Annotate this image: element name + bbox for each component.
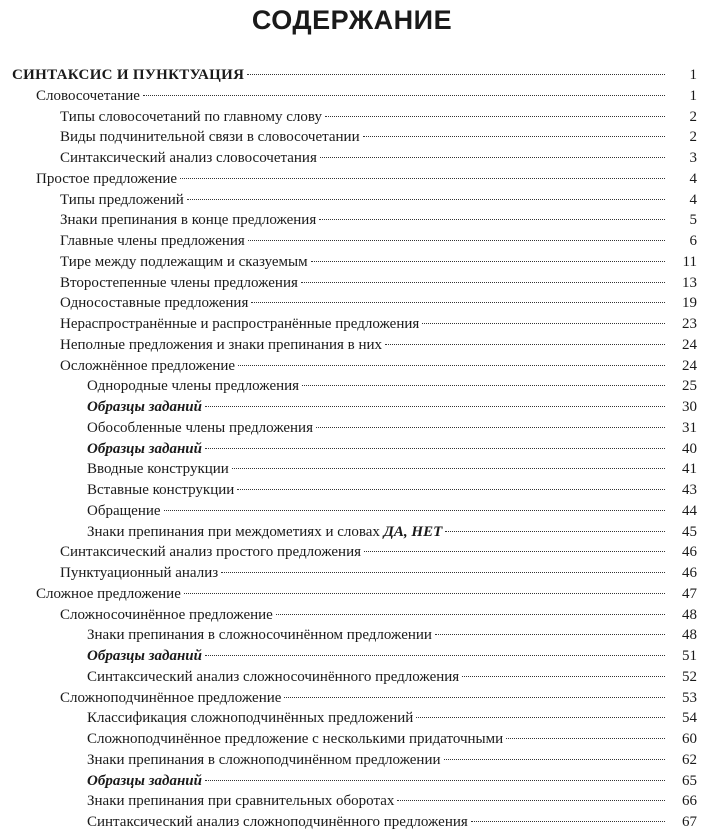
- toc-entry-page: 11: [682, 253, 697, 270]
- toc-entry-samples[interactable]: [0, 439, 704, 460]
- toc-entry-label: Образцы заданий: [87, 648, 202, 664]
- toc-entry[interactable]: [0, 293, 704, 314]
- toc-entry-label: Вставные конструкции: [87, 482, 235, 498]
- toc-entry-simple-sentence[interactable]: [0, 169, 704, 190]
- dot-leader: [364, 551, 665, 552]
- toc-entry[interactable]: [0, 750, 704, 771]
- dot-leader: [205, 655, 665, 656]
- dot-leader: [180, 178, 665, 179]
- toc-entry-label: Обращение: [87, 502, 161, 519]
- toc-entry-samples[interactable]: [0, 771, 704, 792]
- dot-leader: [301, 282, 665, 283]
- toc-entry[interactable]: [0, 625, 704, 646]
- toc-entry-label: Виды подчинительной связи в словосочетании: [60, 129, 360, 146]
- toc-entry[interactable]: [0, 708, 704, 729]
- dot-leader: [237, 489, 665, 490]
- toc-entry-label: Знаки препинания в конце предложения: [60, 212, 317, 229]
- dot-leader: [284, 697, 665, 698]
- dot-leader: [397, 800, 665, 801]
- toc-entry[interactable]: [0, 729, 704, 750]
- toc-entry-page: 2: [689, 108, 697, 125]
- toc-entry[interactable]: [0, 107, 704, 128]
- toc-entry[interactable]: [0, 231, 704, 252]
- toc-entry-label: Сложноподчинённое предложение с несколькими придаточными: [87, 731, 504, 747]
- toc-entry-label: Синтаксический анализ сложноподчинённого предложения: [87, 814, 468, 830]
- dot-leader: [302, 385, 665, 386]
- dot-leader: [471, 821, 665, 822]
- toc-entry-phrase[interactable]: [0, 86, 704, 107]
- toc-entry-label-wrap: [87, 522, 442, 543]
- toc-entry-complicated-sentence[interactable]: [0, 356, 704, 377]
- toc-entry-page: 2: [689, 129, 697, 146]
- toc-entry-label: Синтаксический анализ простого предложения: [60, 544, 361, 561]
- toc-entry-label-emphasis: ДА, НЕТ: [383, 523, 443, 540]
- dot-leader: [506, 738, 665, 739]
- dot-leader: [251, 302, 665, 303]
- toc-entry-label: Знаки препинания при междометиях и словах: [87, 523, 380, 540]
- toc-entry-page: 40: [682, 440, 697, 457]
- toc-entry-page: 51: [682, 648, 697, 664]
- toc-entry-page: 31: [682, 419, 697, 436]
- toc-entry[interactable]: [0, 376, 704, 397]
- dot-leader: [385, 344, 665, 345]
- dot-leader: [232, 468, 665, 469]
- toc-entry-page: 66: [682, 793, 697, 810]
- toc-entry[interactable]: [0, 335, 704, 356]
- toc-entry-complex-subordinate-sentence[interactable]: [0, 688, 704, 709]
- toc-entry-page: 48: [682, 627, 697, 644]
- toc-entry-page: 24: [682, 336, 697, 353]
- toc-entry-label: Главные члены предложения: [60, 233, 245, 249]
- toc-entry-page: 13: [682, 274, 697, 291]
- dot-leader: [325, 116, 665, 117]
- toc-entry-page: 19: [682, 295, 697, 312]
- toc-entry-page: 3: [689, 150, 697, 166]
- dot-leader: [416, 717, 665, 718]
- toc-entry-label: Тире между подлежащим и сказуемым: [60, 253, 308, 270]
- toc-entry-samples[interactable]: [0, 646, 704, 667]
- toc-entry-page: 52: [682, 668, 697, 685]
- toc-entry-label: Осложнённое предложение: [60, 357, 236, 374]
- toc-entry[interactable]: [0, 522, 704, 543]
- dot-leader: [184, 593, 665, 594]
- toc-entry-label: Образцы заданий: [87, 772, 202, 789]
- toc-entry[interactable]: [0, 501, 704, 522]
- toc-entry-label: Синтаксический анализ словосочетания: [60, 150, 317, 166]
- toc-entry[interactable]: [0, 480, 704, 501]
- dot-leader: [248, 240, 665, 241]
- toc-entry-page: 1: [689, 87, 697, 104]
- toc-entry-page: 48: [682, 606, 697, 623]
- toc-entry-page: 67: [682, 814, 697, 830]
- dot-leader: [205, 406, 665, 407]
- toc-entry-complex-sentence[interactable]: [0, 584, 704, 605]
- toc-entry-label: Синтаксический анализ сложносочинённого предложения: [87, 668, 460, 685]
- dot-leader: [316, 427, 665, 428]
- toc-entry-page: 4: [689, 170, 697, 187]
- toc-entry-label: Неполные предложения и знаки препинания в них: [60, 336, 383, 353]
- toc-entry-page: 65: [682, 772, 697, 789]
- toc-entry-page: 46: [682, 565, 697, 581]
- dot-leader: [205, 448, 665, 449]
- toc-entry[interactable]: [0, 190, 704, 211]
- dot-leader: [187, 199, 665, 200]
- toc-entry-label: Сложное предложение: [36, 585, 181, 602]
- toc-entry[interactable]: [0, 418, 704, 439]
- toc-entry[interactable]: [0, 210, 704, 231]
- toc-entry-label: Однородные члены предложения: [87, 378, 300, 395]
- toc-entry-page: 44: [682, 502, 697, 519]
- toc-entry-label: Вводные конструкции: [87, 461, 229, 478]
- toc-entry-page: 54: [682, 710, 697, 727]
- dot-leader: [435, 634, 665, 635]
- toc-entry[interactable]: [0, 812, 704, 833]
- toc-entry-page: 45: [682, 523, 697, 540]
- toc-entry[interactable]: [0, 148, 704, 169]
- toc-entry-label: Второстепенные члены предложения: [60, 274, 298, 291]
- toc-entry-page: 24: [682, 357, 697, 374]
- dot-leader: [444, 759, 665, 760]
- toc-entry-page: 30: [682, 399, 697, 415]
- dot-leader: [143, 95, 665, 96]
- toc-entry-page: 62: [682, 751, 697, 768]
- toc-entry-label: Простое предложение: [36, 170, 178, 187]
- dot-leader: [238, 365, 665, 366]
- toc-entry-compound-sentence[interactable]: [0, 605, 704, 626]
- toc-entry-page: 53: [682, 689, 697, 706]
- toc-entry-label: Нераспространённые и распространённые предложения: [60, 316, 420, 332]
- toc-entry-label: Знаки препинания в сложноподчинённом предложении: [87, 751, 441, 768]
- dot-leader: [276, 614, 665, 615]
- toc-entry[interactable]: [0, 273, 704, 294]
- toc-entry[interactable]: [0, 252, 704, 273]
- toc-entry-samples[interactable]: [0, 397, 704, 418]
- toc-entry-label: Знаки препинания при сравнительных оборотах: [87, 793, 395, 810]
- page-title: СОДЕРЖАНИЕ: [251, 5, 453, 35]
- toc-entry-label: Типы предложений: [60, 191, 184, 208]
- toc-entry-page: 46: [682, 544, 697, 561]
- toc-entry-page: 5: [689, 212, 697, 229]
- toc-entry-label: Пунктуационный анализ: [60, 565, 219, 581]
- toc-entry-page: 43: [682, 482, 697, 498]
- toc-entry[interactable]: [0, 563, 704, 584]
- toc-entry[interactable]: [0, 314, 704, 335]
- dot-leader: [422, 323, 665, 324]
- toc-entry[interactable]: [0, 542, 704, 563]
- dot-leader: [320, 157, 665, 158]
- dot-leader: [462, 676, 665, 677]
- toc-entry-label: Типы словосочетаний по главному слову: [60, 108, 322, 125]
- toc-entry-page: 47: [682, 585, 697, 602]
- toc-entry-page: 23: [682, 316, 697, 332]
- toc-entry-page: 6: [689, 233, 697, 249]
- dot-leader: [221, 572, 665, 573]
- dot-leader: [247, 74, 665, 75]
- toc-entry[interactable]: [0, 459, 704, 480]
- toc-entry[interactable]: [0, 127, 704, 148]
- toc-entry-label: Обособленные члены предложения: [87, 419, 313, 436]
- toc-entry-label: Знаки препинания в сложносочинённом предложении: [87, 627, 432, 644]
- table-of-contents: [0, 65, 704, 833]
- toc-entry-label: Образцы заданий: [87, 399, 202, 415]
- toc-entry-label: СИНТАКСИС И ПУНКТУАЦИЯ: [12, 67, 245, 83]
- toc-entry-label: Классификация сложноподчинённых предложений: [87, 710, 414, 727]
- toc-entry-page: 41: [682, 461, 697, 478]
- toc-entry-page: 60: [682, 731, 697, 747]
- toc-entry-page: 1: [689, 67, 697, 83]
- toc-entry-label: Сложноподчинённое предложение: [60, 689, 282, 706]
- toc-entry-syntax-punctuation[interactable]: [0, 65, 704, 86]
- toc-entry-page: 25: [682, 378, 697, 395]
- toc-entry-label: Словосочетание: [36, 87, 140, 104]
- dot-leader: [205, 780, 665, 781]
- toc-entry[interactable]: [0, 791, 704, 812]
- dot-leader: [164, 510, 665, 511]
- toc-entry-label: Односоставные предложения: [60, 295, 249, 312]
- toc-entry[interactable]: [0, 667, 704, 688]
- dot-leader: [319, 219, 665, 220]
- dot-leader: [445, 531, 665, 532]
- toc-entry-label: Образцы заданий: [87, 440, 202, 457]
- dot-leader: [363, 136, 665, 137]
- dot-leader: [311, 261, 665, 262]
- toc-entry-label: Сложносочинённое предложение: [60, 606, 273, 623]
- toc-entry-page: 4: [689, 191, 697, 208]
